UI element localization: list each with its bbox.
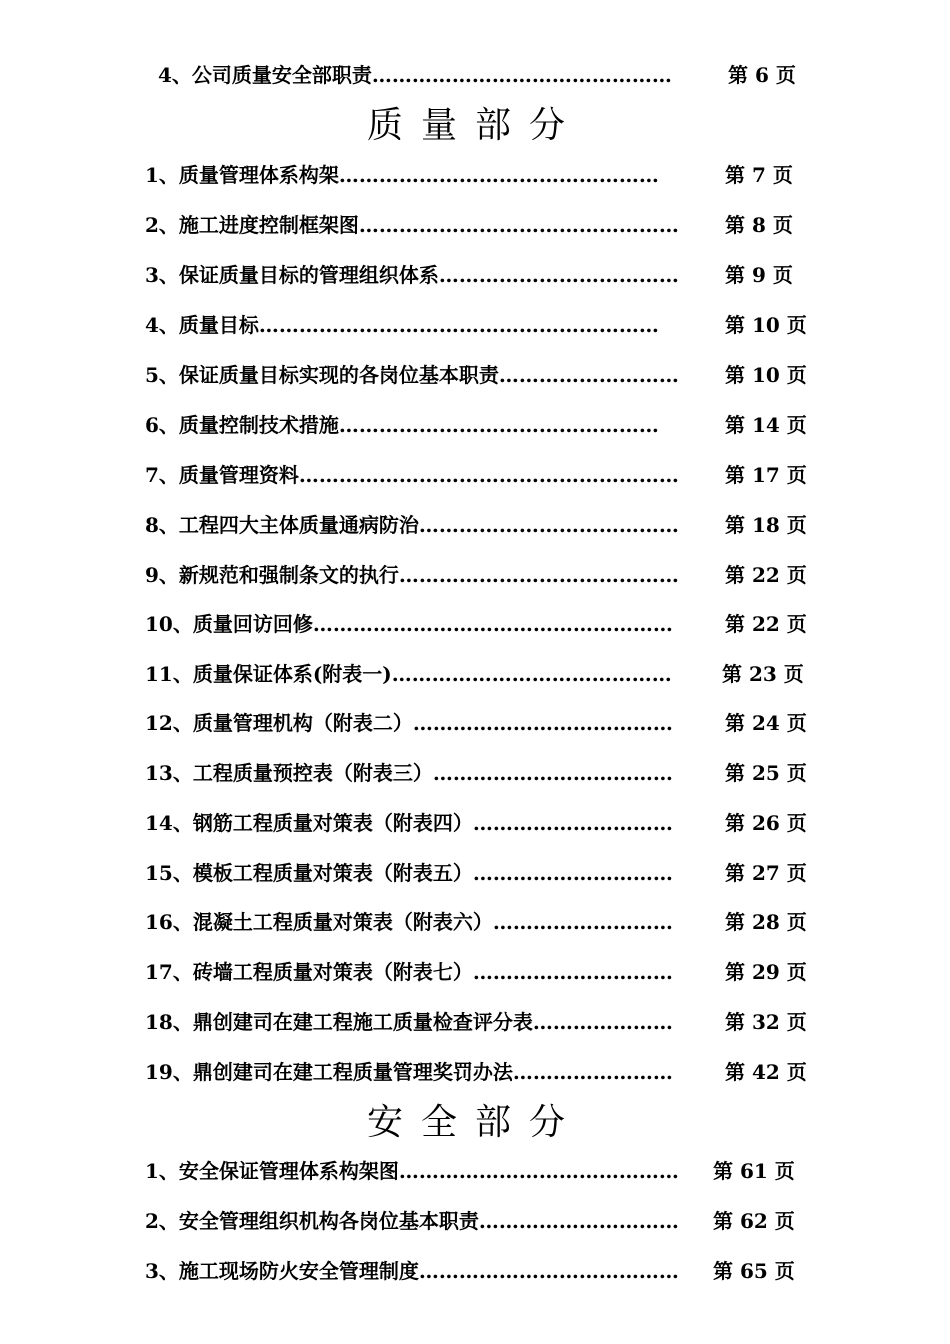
toc-entry-text: 18、鼎创建司在建工程施工质量检查评分表………………… xyxy=(145,1010,673,1034)
toc-entry-page: 第 28 页 xyxy=(725,910,807,934)
toc-entry-text: 1、安全保证管理体系构架图…………………………………… xyxy=(145,1159,679,1183)
toc-entry xyxy=(145,1057,805,1087)
toc-entry-page: 第 32 页 xyxy=(725,1010,807,1034)
toc-entry xyxy=(145,609,805,639)
toc-entry-page: 第 65 页 xyxy=(713,1259,795,1283)
toc-entry-page: 第 27 页 xyxy=(725,861,807,885)
toc-entry xyxy=(145,560,805,590)
toc-entry xyxy=(158,60,798,90)
toc-entry-text: 9、新规范和强制条文的执行…………………………………… xyxy=(145,563,679,587)
toc-entry xyxy=(145,1156,805,1186)
toc-entry-text: 4、质量目标…………………………………………………… xyxy=(145,313,659,337)
toc-entry-text: 12、质量管理机构（附表二）………………………………… xyxy=(145,711,673,735)
toc-entry xyxy=(145,1256,805,1286)
toc-entry-text: 5、保证质量目标实现的各岗位基本职责……………………… xyxy=(145,363,679,387)
toc-entry xyxy=(145,957,805,987)
toc-entry-text: 8、工程四大主体质量通病防治………………………………… xyxy=(145,513,679,537)
toc-entry-text: 13、工程质量预控表（附表三）……………………………… xyxy=(145,761,673,785)
toc-entry-text: 7、质量管理资料………………………………………………… xyxy=(145,463,679,487)
toc-entry-text: 11、质量保证体系(附表一)…………………………………… xyxy=(145,662,672,686)
toc-entry xyxy=(145,410,805,440)
toc-entry xyxy=(145,260,805,290)
toc-entry-page: 第 10 页 xyxy=(725,313,807,337)
toc-entry xyxy=(145,460,805,490)
toc-entry-page: 第 25 页 xyxy=(725,761,807,785)
toc-entry xyxy=(145,1206,805,1236)
toc-entry xyxy=(145,808,805,838)
toc-entry xyxy=(145,758,805,788)
toc-entry xyxy=(145,708,805,738)
toc-entry-text: 1、质量管理体系构架………………………………………… xyxy=(145,163,659,187)
toc-entry xyxy=(145,160,805,190)
toc-entry xyxy=(145,210,805,240)
toc-entry-text: 4、公司质量安全部职责……………………………………… xyxy=(158,63,672,87)
toc-entry-text: 17、砖墙工程质量对策表（附表七）………………………… xyxy=(145,960,673,984)
toc-entry-text: 14、钢筋工程质量对策表（附表四）………………………… xyxy=(145,811,673,835)
toc-entry-text: 19、鼎创建司在建工程质量管理奖罚办法…………………… xyxy=(145,1060,673,1084)
toc-entry-text: 6、质量控制技术措施………………………………………… xyxy=(145,413,659,437)
toc-entry-text: 3、施工现场防火安全管理制度………………………………… xyxy=(145,1259,679,1283)
toc-entry-page: 第 29 页 xyxy=(725,960,807,984)
toc-entry-page: 第 22 页 xyxy=(725,612,807,636)
toc-entry-page: 第 18 页 xyxy=(725,513,807,537)
toc-entry-text: 16、混凝土工程质量对策表（附表六）……………………… xyxy=(145,910,673,934)
toc-entry-page: 第 22 页 xyxy=(725,563,807,587)
toc-entry-text: 3、保证质量目标的管理组织体系……………………………… xyxy=(145,263,679,287)
toc-entry xyxy=(145,907,805,937)
toc-entry xyxy=(145,360,805,390)
toc-entry xyxy=(145,659,805,689)
toc-entry-text: 15、模板工程质量对策表（附表五）………………………… xyxy=(145,861,673,885)
toc-entry xyxy=(145,858,805,888)
toc-entry-page: 第 61 页 xyxy=(713,1159,795,1183)
toc-entry-page: 第 24 页 xyxy=(725,711,807,735)
toc-entry-page: 第 26 页 xyxy=(725,811,807,835)
toc-entry xyxy=(145,310,805,340)
toc-entry-page: 第 6 页 xyxy=(728,63,796,87)
toc-entry xyxy=(145,1007,805,1037)
toc-entry-page: 第 42 页 xyxy=(725,1060,807,1084)
toc-entry xyxy=(145,510,805,540)
section-heading-quality: 质量部分 xyxy=(366,105,583,146)
toc-entry-page: 第 10 页 xyxy=(725,363,807,387)
toc-entry-text: 10、质量回访回修……………………………………………… xyxy=(145,612,673,636)
section-heading-safety: 安全部分 xyxy=(366,1102,583,1143)
toc-entry-page: 第 9 页 xyxy=(725,263,793,287)
toc-entry-text: 2、安全管理组织机构各岗位基本职责………………………… xyxy=(145,1209,679,1233)
toc-entry-page: 第 8 页 xyxy=(725,213,793,237)
toc-entry-page: 第 62 页 xyxy=(713,1209,795,1233)
toc-entry-page: 第 7 页 xyxy=(725,163,793,187)
toc-entry-page: 第 23 页 xyxy=(722,662,804,686)
toc-entry-page: 第 17 页 xyxy=(725,463,807,487)
toc-entry-text: 2、施工进度控制框架图………………………………………… xyxy=(145,213,679,237)
toc-entry-page: 第 14 页 xyxy=(725,413,807,437)
